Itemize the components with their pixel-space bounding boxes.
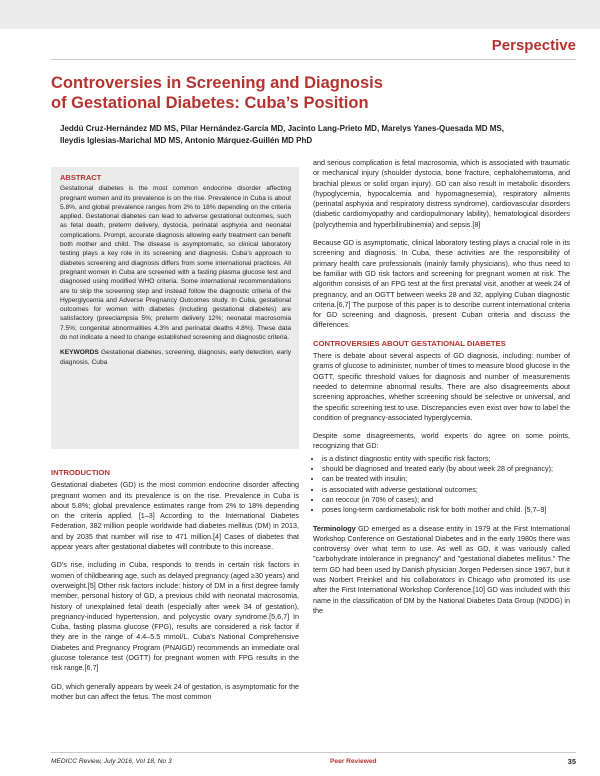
section-label: Perspective bbox=[491, 37, 576, 54]
article-title bbox=[51, 73, 571, 113]
list-item: • poses long-term cardiometabolic risk for both mother and child. [5,7–9] bbox=[322, 505, 570, 515]
introduction-heading: INTRODUCTION bbox=[51, 468, 110, 477]
journal-citation: MEDICC Review, July 2016, Vol 18, No 3 bbox=[51, 758, 172, 765]
list-item: • can reoccur (in 70% of cases); and bbox=[322, 495, 570, 505]
list-item: • should be diagnosed and treated early (by about week 28 of pregnancy); bbox=[322, 464, 570, 474]
intro-paragraph-1: Gestational diabetes (GD) is the most common endocrine disorder affecting pregnant women and its prevalence is on the rise. Prevalence in Cuba is about 5.8%; global prevalence estimates range from 2% to 18% depending on the criteria applied. [1–3] According to the International Diabetes Federation, 382 million people worldwide had diabetes mellitus (DM) in 2013, and by 2035 that number will rise to 471 million.[4] Cases of diabetes that appear years after gestational diabetes will contribute to this increase. bbox=[51, 480, 299, 552]
intro-paragraph-3: GD, which generally appears by week 24 of gestation, is asymptomatic for the mother but can affect the fetus. The most common bbox=[51, 681, 299, 701]
right-paragraph-4: Despite some disagreements, world experts do agree on some points, recognizing that GD: bbox=[313, 431, 570, 451]
keywords-text: Gestational diabetes, screening, diagnosis, early detection, early diagnosis, Cuba bbox=[60, 349, 291, 366]
author-list bbox=[60, 123, 560, 147]
keywords bbox=[60, 348, 291, 367]
right-column bbox=[313, 158, 570, 624]
page-number: 35 bbox=[567, 757, 576, 766]
terminology-paragraph bbox=[313, 524, 570, 617]
abstract-heading: ABSTRACT bbox=[60, 173, 102, 182]
abstract-box bbox=[51, 167, 299, 449]
peer-reviewed-label: Peer Reviewed bbox=[330, 758, 377, 765]
terminology-text: GD emerged as a disease entity in 1979 at the First International Workshop Conference on Gestational Diabetes and in the early 1980s there was controversy over what term to use. As well as GD, it was variously called "carbohydrate intolerance in pregnancy" and "gestational diabetes mellitus." The term GD had been used by Danish physician Jorgen Pedersen since 1967, but it was Norbert Freinkel and his collaborators in Chicago who promoted its use after the First International Workshop Conference.[10] GD was included with this name in the classification of DM by the National Diabetes Data Group (NDDG) in the bbox=[313, 523, 570, 615]
keywords-label: KEYWORDS bbox=[60, 349, 99, 357]
abstract-text: Gestational diabetes is the most common endocrine disorder affecting pregnant women and its prevalence is on the rise. Prevalence in Cuba is about 5.8%, and global prevalence ranges from 2% to 18% depending on the criteria applied. Gestational diabetes can lead to adverse gestational outcomes, such as fetal death, preterm delivery, dystocia, perinatal asphyxia and neonatal complications. Prompt, accurate diagnosis allowing early treatment can benefit both mother and child. The disease is asymptomatic, so clinical laboratory testing plays a key role in its screening and diagnosis. Cuba’s approach to diabetes screening and diagnosis differs from some international practices. All pregnant women in Cuba are screened with a fasting plasma glucose test and diagnosed using modified WHO criteria. Some international recommendations are to skip the screening step and instead follow the diagnostic criteria of the Hyperglycemia and Adverse Pregnancy Outcomes study. In Cuba, gestational outcomes for women with diabetes (including gestational diabetes) are satisfactory (preeclampsia 5%; preterm delivery 12%; neonatal macrosomia 7.5%; congenital abnormalities 4.3% and perinatal deaths 4.8%). These data do not indicate a need to change established screening and diagnostic criteria. bbox=[60, 185, 291, 342]
right-paragraph-2: Because GD is asymptomatic, clinical laboratory testing plays a crucial role in its screening and diagnosis. In Cuba, these activities are the responsibility of primary health care professionals (mainly family physicians), who thus need to be familiar with GD risk factors and screening for pregnant women at risk. The algorithm consists of an FPG test at the first prenatal visit, another at week 24 of pregnancy, and an OGTT between weeks 28 and 32, applying Cuban diagnostic criteria.[6,7] The purpose of this paper is to describe current international criteria for GD screening and diagnosis, present Cuban criteria and discuss the differences. bbox=[313, 238, 570, 330]
list-item: • can be treated with insulin; bbox=[322, 474, 570, 484]
left-column bbox=[51, 468, 299, 710]
list-item: • is associated with adverse gestational outcomes; bbox=[322, 485, 570, 495]
right-paragraph-3: There is debate about several aspects of GD diagnosis, including: number of grams of glucose to administer, number of times to measure blood glucose in the OGTT, specific threshold values for diagnosis and number of measurements needed to determine abnormal results. There are also disagreements about screening approaches, whether screening should be selective or universal, and the specific screening test to use. Discrepancies even exist over how to label the condition of pregnancy-associated hyperglycemia. bbox=[313, 351, 570, 422]
authors-line-2: Ileydis Iglesias-Marichal MD MS, Antonio Márquez-Guillén MD PhD bbox=[60, 136, 313, 145]
authors-line-1: Jeddú Cruz-Hernández MD MS, Pilar Hernández-García MD, Jacinto Lang-Prieto MD, Marelys Yanes-Quesada MD MS, bbox=[60, 124, 504, 133]
title-line-2: of Gestational Diabetes: Cuba’s Position bbox=[51, 94, 369, 112]
agreement-list bbox=[313, 454, 570, 516]
terminology-label: Terminology bbox=[313, 523, 356, 533]
list-item: • is a distinct diagnostic entity with specific risk factors; bbox=[322, 454, 570, 464]
controversies-heading: CONTROVERSIES ABOUT GESTATIONAL DIABETES bbox=[313, 338, 506, 348]
title-line-1: Controversies in Screening and Diagnosis bbox=[51, 74, 383, 92]
intro-paragraph-2: GD’s rise, including in Cuba, responds to trends in certain risk factors in women of childbearing age, such as delayed pregnancy (aged ≥30 years) and overweight.[5] Other risk factors include: history of DM in a first degree family member, personal history of GD, a previous child with neonatal macrosomia, history of unexplained fetal death (especially after week 34 of gestation), pregnancy-induced hypertension, and polycystic ovary syndrome.[5,6,7] In Cuba, fasting plasma glucose (FPG), results are considered a risk factor if they are in the range of 4.4–5.5 mmol/L. Cuba’s National Comprehensive Diabetes and Pregnancy Program (PNAIGD) recommends an immediate oral glucose tolerance test (OGTT) for pregnant women with FPG results in the risk range.[6,7] bbox=[51, 560, 299, 673]
right-paragraph-1: and serious complication is fetal macrosomia, which is associated with traumatic or mechanical injury (shoulder dystocia, bone fracture, cephalohematoma, and brachial plexus or solid organ injury). GD can also result in metabolic disorders (hypoglycemia, hypocalcemia and hypomagnesemia), respiratory ailments (perinatal asphyxia and respiratory distress syndrome), cardiovascular disorders (diabetic cardiomyopathy and cardiopulmonary lability), hematological disorders (polycythemia and hyperbilirubinemia) and sepsis.[8] bbox=[313, 158, 570, 229]
footer-rule bbox=[51, 752, 576, 753]
header-rule bbox=[51, 59, 576, 60]
header-band bbox=[0, 0, 600, 29]
